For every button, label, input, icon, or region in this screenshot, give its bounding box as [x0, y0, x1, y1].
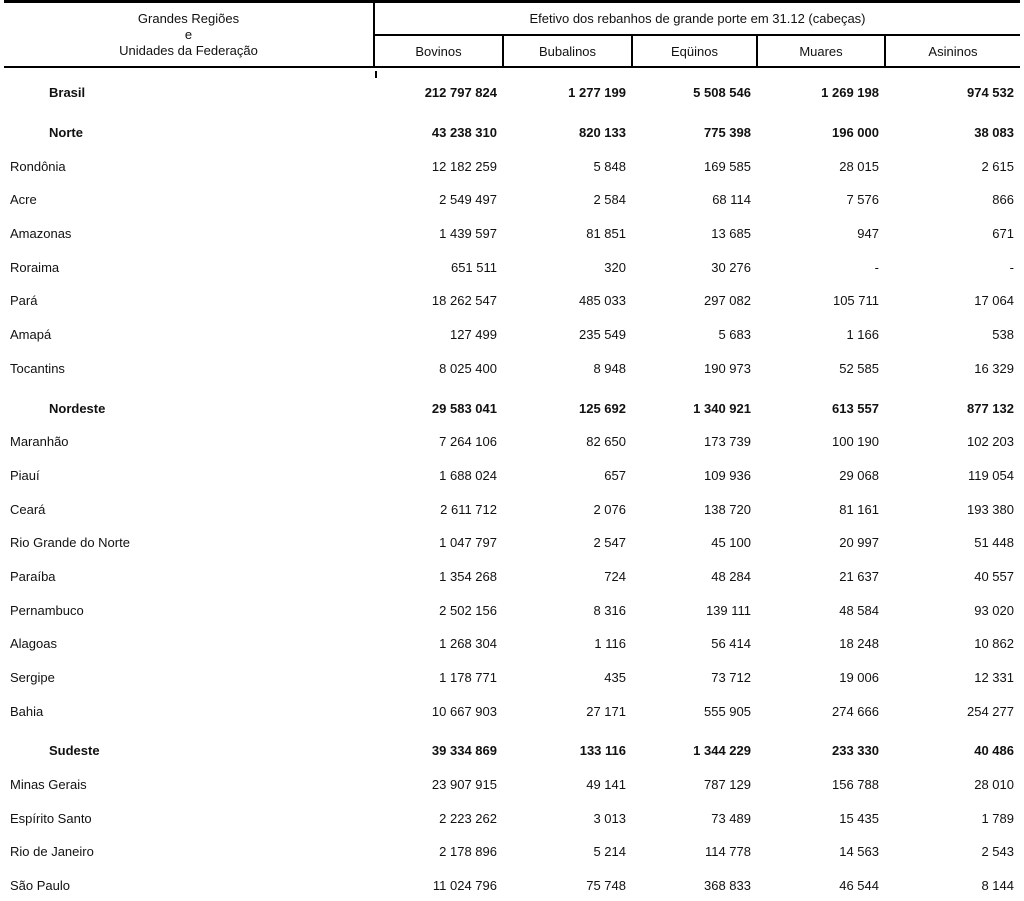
cell-equinos: 68 114	[712, 192, 751, 208]
cell-bovinos: 1 268 304	[439, 636, 497, 652]
column-header-equinos: Eqüinos	[631, 36, 756, 66]
cell-muares: -	[874, 259, 879, 275]
cell-equinos: 73 712	[711, 670, 751, 686]
table-row	[4, 352, 1020, 386]
table-row	[4, 734, 1020, 768]
cell-bovinos: 651 511	[450, 259, 497, 275]
cell-asininos: 974 532	[967, 85, 1014, 101]
cell-bovinos: 8 025 400	[439, 360, 497, 376]
row-label: Amazonas	[10, 226, 72, 242]
cell-muares: 81 161	[839, 501, 879, 517]
column-header-muares: Muares	[756, 36, 884, 66]
cell-muares: 156 788	[832, 777, 879, 793]
cell-equinos: 56 414	[711, 636, 751, 652]
stub-header-line-1: Grandes Regiões	[137, 10, 240, 26]
row-label: Pernambuco	[10, 602, 84, 618]
cell-equinos: 775 398	[704, 125, 751, 141]
cell-equinos: 30 276	[711, 259, 751, 275]
cell-bubalinos: 724	[604, 568, 626, 584]
table-row	[4, 835, 1020, 869]
column-headers-row	[375, 36, 1020, 66]
cell-asininos: 38 083	[974, 125, 1014, 141]
table-body	[4, 68, 1020, 901]
cell-muares: 14 563	[839, 844, 879, 860]
cell-bovinos: 1 688 024	[439, 467, 497, 483]
table-row	[4, 391, 1020, 425]
cell-asininos: 102 203	[967, 434, 1014, 450]
cell-asininos: 538	[992, 327, 1014, 343]
cell-bovinos: 10 667 903	[431, 703, 497, 719]
cell-equinos: 114 778	[704, 844, 751, 860]
table-row	[4, 627, 1020, 661]
cell-muares: 20 997	[839, 535, 879, 551]
cell-bubalinos: 82 650	[586, 434, 626, 450]
cell-muares: 21 637	[839, 568, 879, 584]
cell-bovinos: 7 264 106	[439, 434, 497, 450]
row-label: Espírito Santo	[10, 810, 92, 826]
cell-muares: 15 435	[839, 810, 879, 826]
cell-bubalinos: 3 013	[593, 810, 626, 826]
cell-bovinos: 39 334 869	[431, 743, 497, 759]
cell-equinos: 48 284	[711, 568, 751, 584]
cell-bubalinos: 235 549	[579, 327, 626, 343]
row-label: Minas Gerais	[10, 777, 87, 793]
table-row	[4, 593, 1020, 627]
cell-muares: 1 166	[846, 327, 879, 343]
row-label: Nordeste	[49, 400, 106, 416]
table-row	[4, 217, 1020, 251]
cell-asininos: 28 010	[974, 777, 1014, 793]
table-row	[4, 768, 1020, 802]
cell-bubalinos: 2 076	[593, 501, 626, 517]
cell-bovinos: 12 182 259	[431, 158, 497, 174]
cell-asininos: 12 331	[974, 670, 1014, 686]
cell-equinos: 73 489	[711, 810, 751, 826]
spanning-header-title: Efetivo dos rebanhos de grande porte em 31.12 (cabeças)	[375, 3, 1020, 36]
cell-asininos: 2 543	[981, 844, 1014, 860]
cell-asininos: 877 132	[967, 400, 1014, 416]
cell-bovinos: 127 499	[450, 327, 497, 343]
cell-bovinos: 1 178 771	[439, 670, 497, 686]
cell-asininos: 119 054	[967, 467, 1014, 483]
row-label: Brasil	[49, 85, 86, 101]
cell-bubalinos: 75 748	[586, 878, 626, 894]
cell-muares: 947	[857, 226, 879, 242]
cell-bovinos: 2 549 497	[439, 192, 497, 208]
cell-equinos: 139 111	[705, 602, 751, 618]
cell-muares: 1 269 198	[821, 85, 879, 101]
cell-bovinos: 2 502 156	[439, 602, 497, 618]
row-label: Norte	[49, 125, 83, 141]
table-header	[4, 3, 1020, 68]
cell-asininos: 10 862	[974, 636, 1014, 652]
cell-bubalinos: 8 316	[593, 602, 626, 618]
cell-bubalinos: 820 133	[579, 125, 626, 141]
cell-bovinos: 1 354 268	[439, 568, 497, 584]
row-label: Piauí	[10, 467, 40, 483]
row-label: Acre	[10, 192, 37, 208]
cell-muares: 46 544	[839, 878, 879, 894]
cell-bubalinos: 1 116	[594, 636, 626, 652]
cell-equinos: 1 340 921	[693, 400, 751, 416]
row-label: Pará	[10, 293, 38, 309]
cell-bovinos: 1 047 797	[439, 535, 497, 551]
cell-bubalinos: 27 171	[586, 703, 626, 719]
cell-bubalinos: 125 692	[579, 400, 626, 416]
cell-asininos: 40 486	[974, 743, 1014, 759]
cell-bovinos: 1 439 597	[439, 226, 497, 242]
cell-equinos: 190 973	[704, 360, 751, 376]
cell-muares: 28 015	[839, 158, 879, 174]
row-label: Sergipe	[10, 670, 55, 686]
row-label: Ceará	[10, 501, 46, 517]
cell-muares: 100 190	[832, 434, 879, 450]
cell-bubalinos: 133 116	[579, 743, 626, 759]
cell-asininos: 8 144	[981, 878, 1014, 894]
cell-muares: 105 711	[832, 293, 879, 309]
table-row	[4, 149, 1020, 183]
table-row	[4, 459, 1020, 493]
cell-muares: 233 330	[832, 743, 879, 759]
livestock-table	[4, 0, 1020, 901]
column-header-bubalinos: Bubalinos	[502, 36, 631, 66]
cell-muares: 52 585	[839, 360, 879, 376]
cell-equinos: 138 720	[704, 501, 751, 517]
cell-equinos: 45 100	[711, 535, 751, 551]
cell-muares: 7 576	[846, 192, 879, 208]
cell-bovinos: 18 262 547	[431, 293, 497, 309]
cell-equinos: 297 082	[704, 293, 751, 309]
cell-asininos: 671	[992, 226, 1014, 242]
cell-bubalinos: 5 848	[593, 158, 626, 174]
cell-bubalinos: 2 547	[593, 535, 626, 551]
cell-bovinos: 212 797 824	[424, 85, 497, 101]
cell-bovinos: 23 907 915	[431, 777, 497, 793]
cell-bubalinos: 320	[604, 259, 626, 275]
spanning-header-area	[375, 3, 1020, 66]
cell-muares: 29 068	[839, 467, 879, 483]
cell-asininos: 2 615	[981, 158, 1014, 174]
column-header-bovinos: Bovinos	[415, 43, 462, 59]
table-row	[4, 526, 1020, 560]
cell-asininos: 51 448	[974, 535, 1014, 551]
cell-bubalinos: 8 948	[593, 360, 626, 376]
cell-bovinos: 2 223 262	[439, 810, 497, 826]
cell-bubalinos: 485 033	[579, 293, 626, 309]
table-row	[4, 560, 1020, 594]
cell-asininos: 254 277	[967, 703, 1014, 719]
cell-equinos: 555 905	[704, 703, 751, 719]
column-header-asininos: Asininos	[884, 36, 1020, 66]
cell-equinos: 787 129	[704, 777, 751, 793]
cell-equinos: 109 936	[704, 467, 751, 483]
cell-equinos: 368 833	[704, 878, 751, 894]
table-row	[4, 183, 1020, 217]
table-row	[4, 492, 1020, 526]
cell-bubalinos: 5 214	[593, 844, 626, 860]
stub-header-line-3: Unidades da Federação	[119, 42, 258, 58]
cell-asininos: 40 557	[974, 568, 1014, 584]
cell-bovinos: 11 024 796	[432, 878, 497, 894]
cell-bovinos: 43 238 310	[431, 125, 497, 141]
row-label: São Paulo	[10, 878, 70, 894]
table-row	[4, 661, 1020, 695]
cell-muares: 48 584	[839, 602, 879, 618]
table-row	[4, 801, 1020, 835]
cell-bubalinos: 657	[604, 467, 626, 483]
cell-asininos: 17 064	[974, 293, 1014, 309]
cell-muares: 19 006	[839, 670, 879, 686]
cell-muares: 196 000	[832, 125, 879, 141]
table-row	[4, 869, 1020, 901]
cell-muares: 613 557	[832, 400, 879, 416]
cell-equinos: 173 739	[704, 434, 751, 450]
cell-bovinos: 2 178 896	[439, 844, 497, 860]
row-label: Rio de Janeiro	[10, 844, 94, 860]
cell-bovinos: 2 611 712	[440, 501, 497, 517]
stub-header	[4, 3, 375, 66]
table-row	[4, 694, 1020, 728]
stub-header-line-2: e	[184, 26, 193, 42]
table-row	[4, 318, 1020, 352]
cell-equinos: 169 585	[704, 158, 751, 174]
cell-equinos: 13 685	[711, 226, 751, 242]
cell-bubalinos: 435	[604, 670, 626, 686]
row-label: Paraíba	[10, 568, 56, 584]
cell-asininos: -	[1009, 259, 1014, 275]
cell-bubalinos: 49 141	[586, 777, 626, 793]
cell-asininos: 866	[992, 192, 1014, 208]
row-label: Bahia	[10, 703, 44, 719]
row-label: Tocantins	[10, 360, 65, 376]
cell-equinos: 5 508 546	[693, 85, 751, 101]
row-label: Rio Grande do Norte	[10, 535, 130, 551]
table-row	[4, 284, 1020, 318]
cell-bubalinos: 1 277 199	[568, 85, 626, 101]
row-label: Roraima	[10, 259, 60, 275]
cell-asininos: 16 329	[974, 360, 1014, 376]
row-label: Sudeste	[49, 743, 100, 759]
table-row	[4, 250, 1020, 284]
row-label: Alagoas	[10, 636, 57, 652]
cell-bovinos: 29 583 041	[431, 400, 497, 416]
cell-asininos: 93 020	[974, 602, 1014, 618]
cell-muares: 18 248	[839, 636, 879, 652]
cell-muares: 274 666	[832, 703, 879, 719]
stub-divider-tick	[375, 71, 377, 78]
table-row	[4, 116, 1020, 150]
cell-asininos: 193 380	[967, 501, 1014, 517]
cell-bubalinos: 81 851	[586, 226, 626, 242]
cell-bubalinos: 2 584	[593, 192, 626, 208]
table-row	[4, 425, 1020, 459]
table-row	[4, 76, 1020, 110]
row-label: Rondônia	[10, 158, 66, 174]
cell-asininos: 1 789	[981, 810, 1014, 826]
row-label: Maranhão	[10, 434, 69, 450]
row-label: Amapá	[10, 327, 52, 343]
cell-equinos: 1 344 229	[693, 743, 751, 759]
cell-equinos: 5 683	[718, 327, 751, 343]
